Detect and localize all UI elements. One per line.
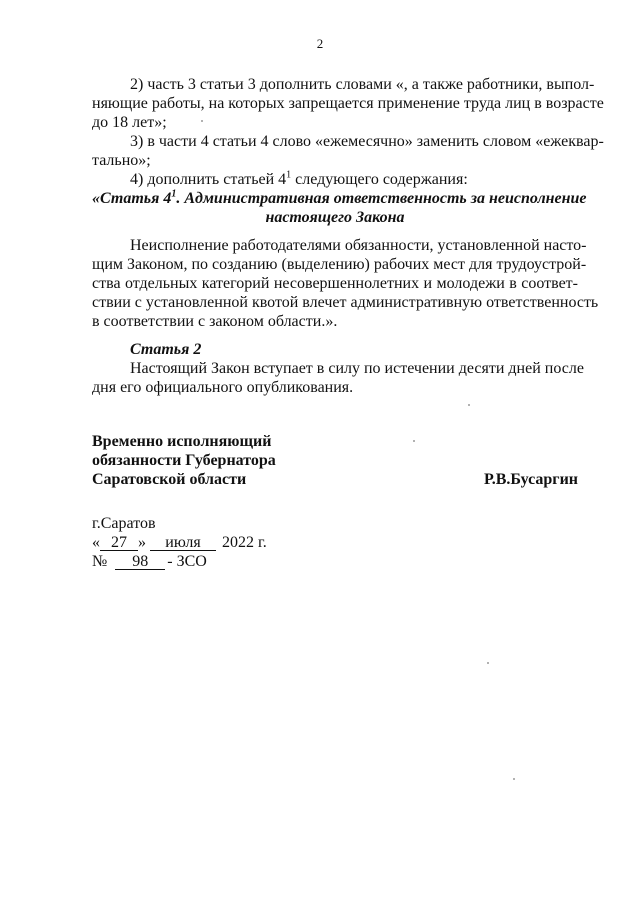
item4-text-tail: следующего содержания:: [291, 171, 468, 188]
item3-line1: 3) в части 4 статьи 4 слово «ежемесячно» заменить словом «ежеквар-: [130, 133, 604, 150]
new-article-title-line2: настоящего Закона: [265, 209, 405, 226]
signatory-title-line2: обязанности Губернатора: [92, 452, 276, 469]
scan-speck: [513, 778, 515, 780]
new-article-title-line1: [92, 188, 587, 208]
signatory-name: Р.В.Бусаргин: [483, 471, 578, 488]
item2-line2: няющие работы, на которых запрещается применение труда лиц в возрасте: [92, 95, 604, 112]
date-close-quote: »: [138, 534, 146, 551]
scan-speck: [413, 440, 415, 442]
date-year: 2022 г.: [222, 534, 267, 551]
item4-superscript: 1: [286, 169, 292, 181]
article2-line2: дня его официального опубликования.: [92, 379, 354, 396]
number-suffix: - ЗСО: [167, 553, 207, 570]
date-day: 27: [100, 535, 138, 551]
number-prefix: №: [92, 553, 108, 570]
page-number: 2: [316, 36, 324, 51]
footer-date: [92, 534, 267, 552]
item2-line1: 2) часть 3 статьи 3 дополнить словами «, а также работники, выпол-: [130, 76, 595, 93]
new-article-body-line2: щим Законом, по созданию (выделению) рабочих мест для трудоустрой-: [92, 256, 587, 273]
scan-speck: [487, 662, 489, 664]
item2-line3: до 18 лет»;: [92, 114, 167, 131]
item4-line: [130, 171, 468, 189]
number-value: 98: [115, 554, 165, 570]
signatory-title-line1: Временно исполняющий: [92, 433, 272, 450]
new-article-title-rest: . Административная ответственность за неисполнение: [176, 190, 587, 207]
date-open-quote: «: [92, 534, 100, 551]
new-article-title-start: «Статья 4: [92, 190, 172, 207]
signatory-title-line3: Саратовской области: [92, 471, 247, 488]
date-month: июля: [150, 535, 216, 551]
footer-number: [92, 553, 207, 571]
footer-city: г.Саратов: [92, 515, 156, 532]
new-article-body-line5: в соответствии с законом области.».: [92, 313, 338, 330]
item4-text: 4) дополнить статьей 4: [130, 171, 287, 188]
item3-line2: тально»;: [92, 152, 151, 169]
article2-line1: Настоящий Закон вступает в силу по истечении десяти дней после: [130, 360, 584, 377]
article2-heading: Статья 2: [130, 341, 202, 358]
scan-speck: [201, 120, 203, 122]
scan-speck: [468, 404, 470, 406]
new-article-body-line3: ства отдельных категорий несовершеннолетних и молодежи в соответ-: [92, 275, 578, 292]
new-article-body-line1: Неисполнение работодателями обязанности, установленной насто-: [130, 237, 587, 254]
new-article-body-line4: ствии с установленной квотой влечет административную ответственность: [92, 294, 599, 311]
new-article-title-superscript: 1: [171, 188, 177, 200]
